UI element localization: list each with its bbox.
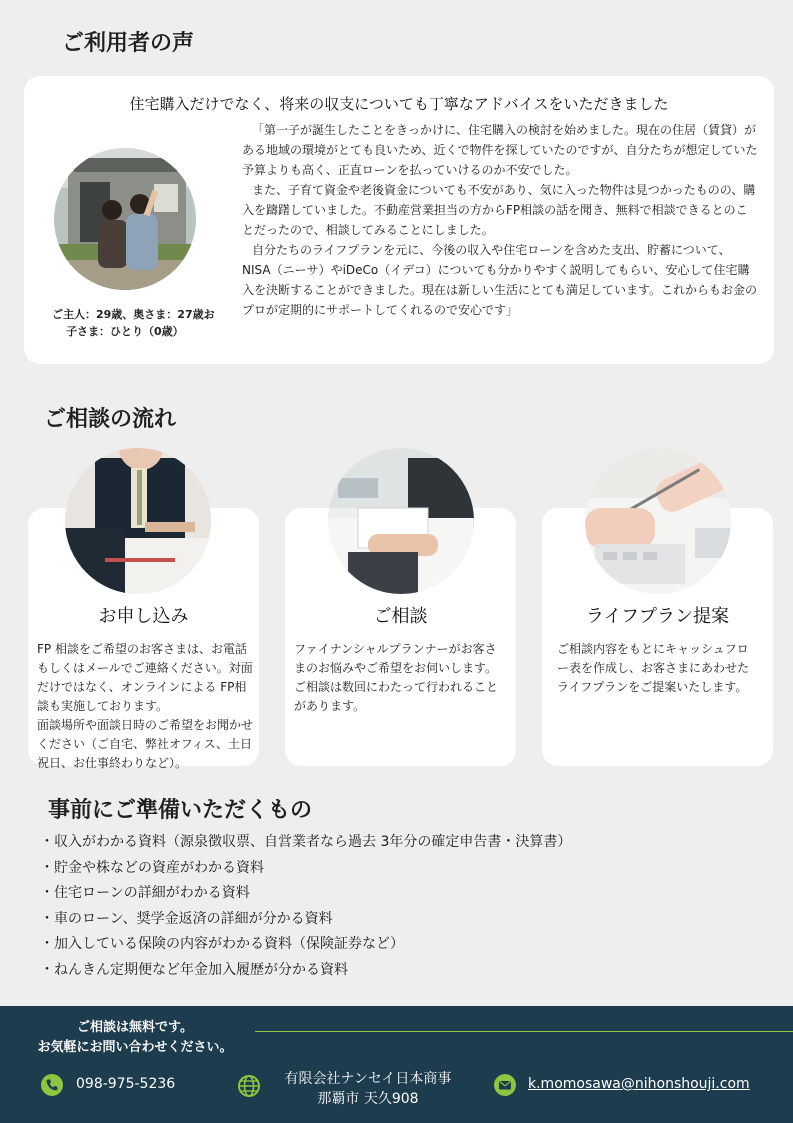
free-line-2: お気軽にお問い合わせください。 xyxy=(37,1040,233,1055)
list-item: ・住宅ローンの詳細がわかる資料 xyxy=(40,885,250,902)
footer-divider xyxy=(255,1031,793,1032)
email-link[interactable]: k.momosawa@nihonshouji.com xyxy=(528,1076,750,1092)
section-title-preparation: 事前にご準備いただくもの xyxy=(48,798,313,823)
step-body-lifeplan xyxy=(557,640,757,697)
quote-paragraph-3: 自分たちのライフプランを元に、今後の収入や住宅ローンを含めた支出、貯蓄について、NISA（ニーサ）やiDeCo（イデコ）についても分かりやすく説明してもらい、安心して住宅購入を決断することができました。現在は新しい生活にとても満足しています。これからもお金のプロが定期的にサポートしてくれるので安心です」 xyxy=(242,243,758,317)
footer xyxy=(0,1006,793,1123)
step-title-lifeplan: ライフプラン提案 xyxy=(586,606,729,627)
step-photo-lifeplan xyxy=(585,448,731,594)
quote-paragraph-1: 「第一子が誕生したことをきっかけに、住宅購入の検討を始めました。現在の住居（賃貸）がある地域の環境がとても良いため、近くで物件を探していたのですが、自分たちが想定していた予算よりも高く、正直ローンを払っていけるのか不安でした。 xyxy=(242,123,758,177)
list-item: ・収入がわかる資料（源泉徴収票、自営業者なら過去 3年分の確定申告書・決算書） xyxy=(40,834,572,850)
company-info xyxy=(268,1069,468,1109)
preparation-list xyxy=(40,830,571,984)
mail-icon xyxy=(494,1074,516,1096)
testimonial-headline: 住宅購入だけでなく、将来の収支についても丁寧なアドバイスをいただきました xyxy=(129,95,669,113)
step-body-paragraph: FP 相談をご希望のお客さまは、お電話もしくはメールでご連絡ください。対面だけではなく、オンラインによる FP相談も実施しております。 xyxy=(37,642,253,713)
company-name: 有限会社ナンセイ日本商事 xyxy=(284,1071,452,1087)
phone-number[interactable]: 098-975-5236 xyxy=(76,1076,176,1092)
step-body-paragraph: 面談場所や面談日時のご希望をお聞かせください（ご自宅、弊社オフィス、土日祝日、お仕事終わりなど）。 xyxy=(37,718,254,770)
step-title-application: お申し込み xyxy=(98,606,189,627)
step-body-consultation xyxy=(294,640,506,716)
phone-icon xyxy=(41,1074,63,1096)
step-body-paragraph: ご相談は数回にわたって行われることがあります。 xyxy=(294,680,499,713)
list-item: ・車のローン、奨学金返済の詳細が分かる資料 xyxy=(40,910,333,927)
step-body-paragraph: ファイナンシャルプランナーがお客さまのお悩みやご希望をお伺いします。 xyxy=(294,642,498,675)
globe-icon xyxy=(237,1074,259,1096)
section-title-flow: ご相談の流れ xyxy=(44,407,177,432)
free-line-1: ご相談は無料です。 xyxy=(77,1020,193,1035)
list-item: ・貯金や株などの資産がわかる資料 xyxy=(40,859,264,876)
quote-paragraph-2: また、子育て資金や老後資金についても不安があり、気に入った物件は見つかったものの、購入を躊躇していました。不動産営業担当の方からFP相談の話を聞き、無料で相談できるとのことだったので、相談してみることにしました。 xyxy=(242,183,756,237)
section-title-voice: ご利用者の声 xyxy=(62,31,195,56)
list-item: ・ねんきん定期便など年金加入履歴が分かる資料 xyxy=(40,961,348,978)
testimonial-card xyxy=(24,76,774,364)
customer-photo xyxy=(54,148,196,290)
step-photo-consultation xyxy=(328,448,474,594)
list-item: ・加入している保険の内容がわかる資料（保険証券など） xyxy=(40,936,404,953)
caption-line-2: 子さま：ひとり（0歳） xyxy=(66,325,184,338)
step-photo-application xyxy=(65,448,211,594)
step-body-paragraph: ご相談内容をもとにキャッシュフロー表を作成し、お客さまにあわせたライフプランをご提案いたします。 xyxy=(557,642,750,694)
step-title-consultation: ご相談 xyxy=(373,606,428,627)
caption-line-1: ご主人：29歳、奥さま：27歳お xyxy=(52,308,215,321)
step-body-application xyxy=(37,640,253,773)
testimonial-quote xyxy=(242,120,758,320)
company-address: 那覇市 天久908 xyxy=(317,1091,419,1107)
customer-caption xyxy=(52,306,222,340)
free-consultation-note xyxy=(0,1018,270,1058)
